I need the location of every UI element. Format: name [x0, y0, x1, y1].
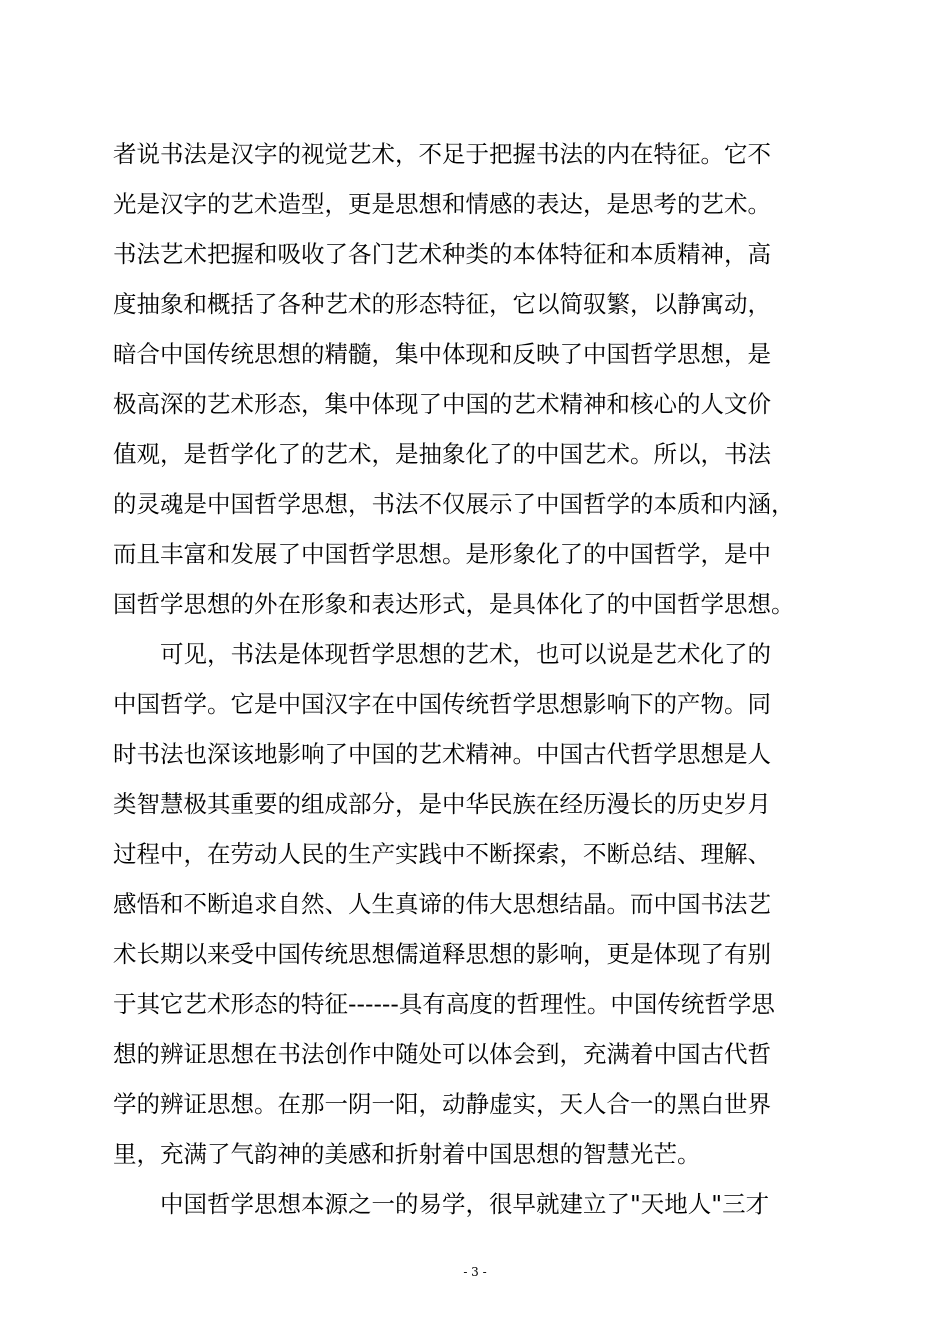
text-line: 感悟和不断追求自然、人生真谛的伟大思想结晶。而中国书法艺 [113, 890, 771, 918]
text-line: 过程中，在劳动人民的生产实践中不断探索，不断总结、理解、 [113, 840, 771, 868]
paragraph [113, 629, 843, 1179]
paragraph [113, 129, 843, 629]
text-line: 类智慧极其重要的组成部分，是中华民族在经历漫长的历史岁月 [113, 790, 771, 818]
text-line: 值观，是哲学化了的艺术，是抽象化了的中国艺术。所以，书法 [113, 440, 771, 468]
body-text [113, 129, 843, 1229]
text-line: 者说书法是汉字的视觉艺术，不足于把握书法的内在特征。它不 [113, 140, 771, 168]
text-line: 学的辨证思想。在那一阴一阳，动静虚实，天人合一的黑白世界 [113, 1090, 771, 1118]
text-line: 想的辨证思想在书法创作中随处可以体会到，充满着中国古代哲 [113, 1040, 771, 1068]
text-line: 度抽象和概括了各种艺术的形态特征，它以简驭繁，以静寓动， [113, 290, 771, 318]
text-line: 时书法也深该地影响了中国的艺术精神。中国古代哲学思想是人 [113, 740, 771, 768]
text-line: 书法艺术把握和吸收了各门艺术种类的本体特征和本质精神，高 [113, 240, 771, 268]
text-line: 术长期以来受中国传统思想儒道释思想的影响，更是体现了有别 [113, 940, 771, 968]
paragraph [113, 1179, 843, 1229]
text-line: 而且丰富和发展了中国哲学思想。是形象化了的中国哲学，是中 [113, 540, 771, 568]
text-line: 国哲学思想的外在形象和表达形式，是具体化了的中国哲学思想。 [113, 590, 795, 618]
text-line: 暗合中国传统思想的精髓，集中体现和反映了中国哲学思想，是 [113, 340, 771, 368]
text-line: 中国哲学思想本源之一的易学，很早就建立了"天地人"三才 [160, 1190, 770, 1218]
text-line: 可见，书法是体现哲学思想的艺术，也可以说是艺术化了的 [160, 640, 771, 668]
text-line: 光是汉字的艺术造型，更是思想和情感的表达，是思考的艺术。 [113, 190, 771, 218]
text-line: 的灵魂是中国哲学思想，书法不仅展示了中国哲学的本质和内涵， [113, 490, 795, 518]
text-line: 中国哲学。它是中国汉字在中国传统哲学思想影响下的产物。同 [113, 690, 771, 718]
text-line: 里，充满了气韵神的美感和折射着中国思想的智慧光芒。 [113, 1140, 701, 1168]
text-line: 极高深的艺术形态，集中体现了中国的艺术精神和核心的人文价 [113, 390, 771, 418]
page-number: - 3 - [463, 1265, 487, 1279]
text-line: 于其它艺术形态的特征------具有高度的哲理性。中国传统哲学思 [113, 990, 775, 1018]
